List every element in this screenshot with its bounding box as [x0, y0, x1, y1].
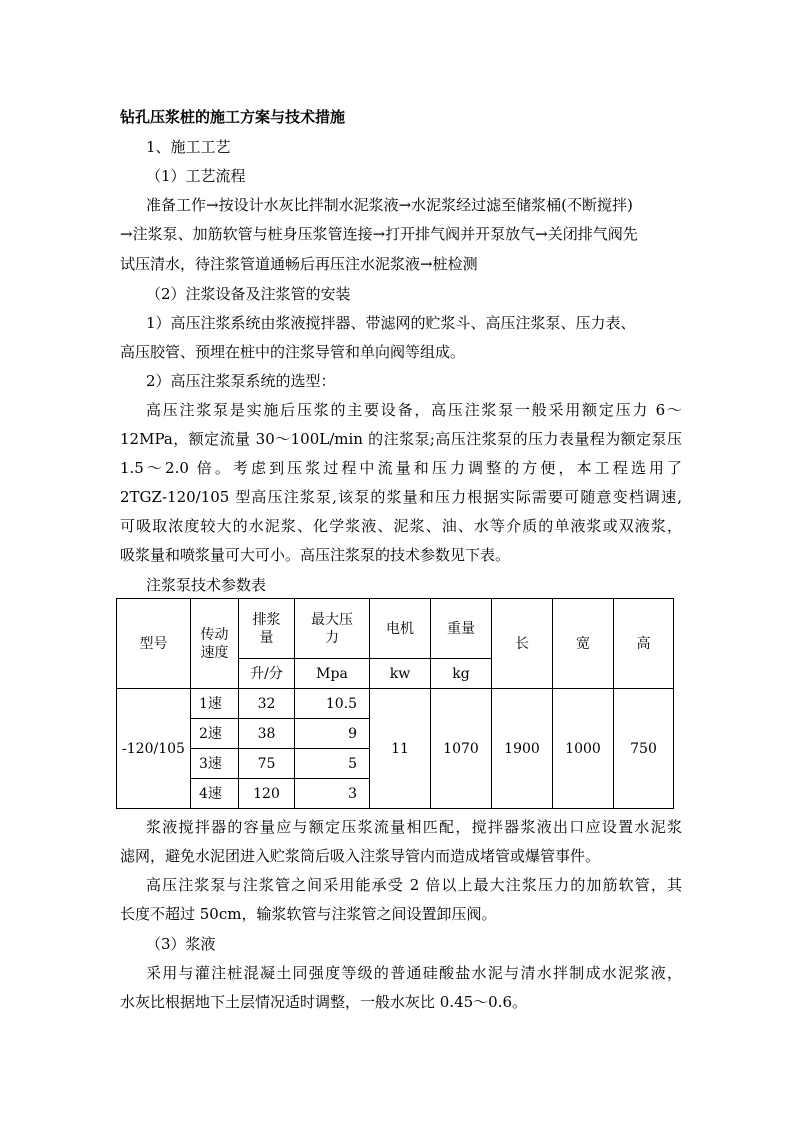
- paragraph-line: 吸浆量和喷浆量可大可小。高压注浆泵的技术参数见下表。: [120, 546, 511, 564]
- cell-height: 750: [614, 689, 674, 809]
- paragraph-line: 滤网，避免水泥团进入贮浆筒后吸入注浆导管内而造成堵管或爆管事件。: [120, 847, 601, 865]
- paragraph-line: 可吸取浓度较大的水泥浆、化学浆液、泥浆、油、水等介质的单液浆或双液浆，: [120, 517, 682, 535]
- cell-pressure: 5: [295, 749, 370, 779]
- subsection-heading: （3）浆液: [146, 935, 216, 953]
- header-pressure: [295, 599, 370, 659]
- header-length: 长: [492, 599, 553, 689]
- cell-speed: 2速: [191, 719, 239, 749]
- unit-flow: 升/分: [239, 659, 295, 689]
- cell-pressure: 3: [295, 779, 370, 809]
- header-motor: 电机: [370, 599, 431, 659]
- cell-pressure: 10.5: [295, 689, 370, 719]
- cell-flow: 38: [239, 719, 295, 749]
- paragraph-line: →注浆泵、加筋软管与桩身压浆管连接→打开排气阀并开泵放气→关闭排气阀先: [120, 225, 638, 243]
- paragraph-line: 高压注浆泵是实施后压浆的主要设备，高压注浆泵一般采用额定压力 6～: [146, 401, 682, 419]
- header-pressure-line: 力: [325, 629, 339, 646]
- paragraph-line: 长度不超过 50cm，输浆软管与注浆管之间设置卸压阀。: [120, 905, 497, 923]
- header-flow-line: 排浆: [252, 611, 281, 628]
- header-speed-line: 传动: [200, 626, 229, 643]
- cell-width: 1000: [553, 689, 614, 809]
- cell-model: -120/105: [117, 689, 191, 809]
- header-width: 宽: [553, 599, 614, 689]
- subsection-heading: （1）工艺流程: [146, 167, 246, 185]
- cell-pressure: 9: [295, 719, 370, 749]
- header-speed-line: 速度: [200, 644, 229, 661]
- cell-flow: 75: [239, 749, 295, 779]
- cell-weight: 1070: [431, 689, 492, 809]
- table-row: [117, 689, 674, 719]
- header-weight: 重量: [431, 599, 492, 659]
- unit-pressure: Mpa: [295, 659, 370, 689]
- header-height: 高: [614, 599, 674, 689]
- cell-speed: 3速: [191, 749, 239, 779]
- header-flow: [239, 599, 295, 659]
- paragraph-line: 2）高压注浆泵系统的选型：: [146, 372, 336, 390]
- cell-motor: 11: [370, 689, 431, 809]
- cell-flow: 32: [239, 689, 295, 719]
- paragraph-line: 准备工作→按设计水灰比拌制水泥浆液→水泥浆经过滤至储浆桶(不断搅拌): [146, 196, 633, 214]
- paragraph-line: 试压清水，待注浆管道通畅后再压注水泥浆液→桩检测: [120, 255, 478, 273]
- subsection-heading: （2）注浆设备及注浆管的安装: [146, 285, 351, 303]
- pump-parameter-table: [116, 598, 674, 809]
- cell-flow: 120: [239, 779, 295, 809]
- paragraph-line: 2TGZ-120/105 型高压注浆泵,该泵的浆量和压力根据实际需要可随意变档调速,: [120, 488, 682, 506]
- paragraph-line: 采用与灌注桩混凝土同强度等级的普通硅酸盐水泥与清水拌制成水泥浆液，: [146, 964, 682, 982]
- header-model: 型号: [117, 599, 191, 689]
- paragraph-line: 高压注浆泵与注浆管之间采用能承受 2 倍以上最大注浆压力的加筋软管，其: [146, 876, 682, 894]
- section-heading: 1、施工工艺: [146, 138, 231, 156]
- unit-motor: kw: [370, 659, 431, 689]
- unit-weight: kg: [431, 659, 492, 689]
- paragraph-line: 1）高压注浆系统由浆液搅拌器、带滤网的贮浆斗、高压注浆泵、压力表、: [146, 314, 636, 332]
- table-caption: 注浆泵技术参数表: [146, 576, 267, 594]
- paragraph-line: 12MPa，额定流量 30～100L/min 的注浆泵;高压注浆泵的压力表量程为额定泵压: [120, 430, 682, 448]
- paragraph-line: 高压胶管、预埋在桩中的注浆导管和单向阀等组成。: [120, 343, 466, 361]
- cell-speed: 1速: [191, 689, 239, 719]
- paragraph-line: 1.5～2.0 倍。考虑到压浆过程中流量和压力调整的方便，本工程选用了: [120, 459, 682, 477]
- cell-length: 1900: [492, 689, 553, 809]
- cell-speed: 4速: [191, 779, 239, 809]
- header-speed: [191, 599, 239, 689]
- header-pressure-line: 最大压: [311, 611, 353, 628]
- document-title: 钻孔压浆桩的施工方案与技术措施: [120, 108, 346, 126]
- paragraph-line: 浆液搅拌器的容量应与额定压浆流量相匹配，搅拌器浆液出口应设置水泥浆: [146, 818, 682, 836]
- paragraph-line: 水灰比根据地下土层情况适时调整，一般水灰比 0.45～0.6。: [120, 993, 528, 1011]
- header-flow-line: 量: [259, 629, 274, 646]
